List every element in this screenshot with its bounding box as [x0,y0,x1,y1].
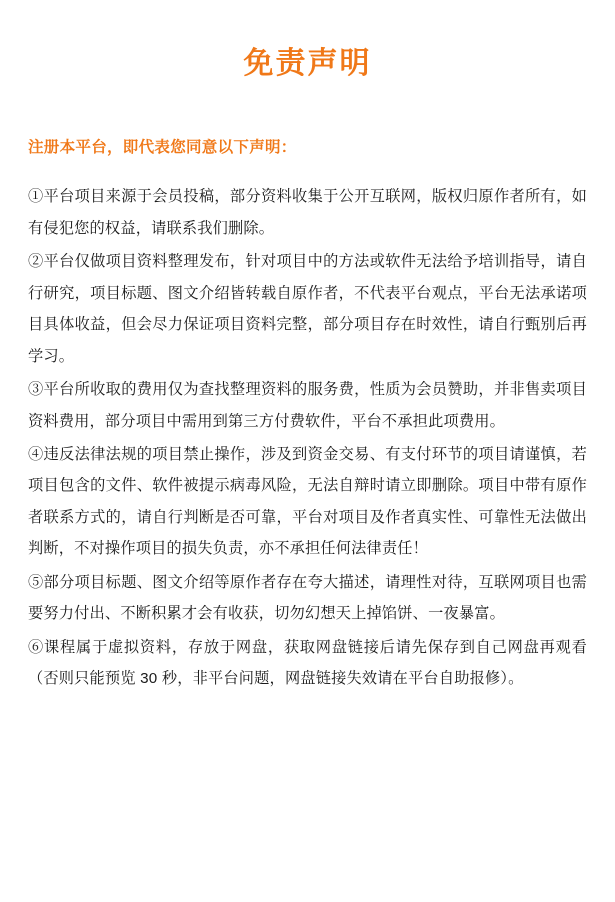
clause-item: ①平台项目来源于会员投稿，部分资料收集于公开互联网，版权归原作者所有，如有侵犯您的权益，请联系我们删除。 [28,188,587,237]
disclaimer-page [0,46,615,902]
clause-item: ⑤部分项目标题、图文介绍等原作者存在夸大描述，请理性对待，互联网项目也需要努力付出、不断积累才会有收获，切勿幻想天上掉馅饼、一夜暴富。 [28,573,587,623]
consent-statement: 注册本平台，即代表您同意以下声明： [28,139,297,156]
clause-list [28,181,587,695]
clause-item: ③平台所收取的费用仅为查找整理资料的服务费，性质为会员赞助，并非售卖项目资料费用，部分项目中需用到第三方付费软件，平台不承担此项费用。 [28,381,587,430]
clause-item: ④违反法律法规的项目禁止操作，涉及到资金交易、有支付环节的项目请谨慎，若项目包含的文件、软件被提示病毒风险，无法自辩时请立即删除。项目中带有原作者联系方式的，请自行判断是否可靠，平台对项目及作者真实性、可靠性无法做出判断，不对操作项目的损失负责，亦不承担任何法律责任！ [28,446,587,558]
clause-item: ⑥课程属于虚拟资料，存放于网盘，获取网盘链接后请先保存到自己网盘再观看（否则只能预览 30 秒，非平台问题，网盘链接失效请在平台自助报修）。 [28,638,587,688]
page-title: 免责声明 [243,47,372,80]
clause-item: ②平台仅做项目资料整理发布，针对项目中的方法或软件无法给予培训指导，请自行研究，项目标题、图文介绍皆转载自原作者，不代表平台观点，平台无法承诺项目具体收益，但会尽力保证项目资料完整，部分项目存在时效性，请自行甄别后再学习。 [28,253,587,365]
